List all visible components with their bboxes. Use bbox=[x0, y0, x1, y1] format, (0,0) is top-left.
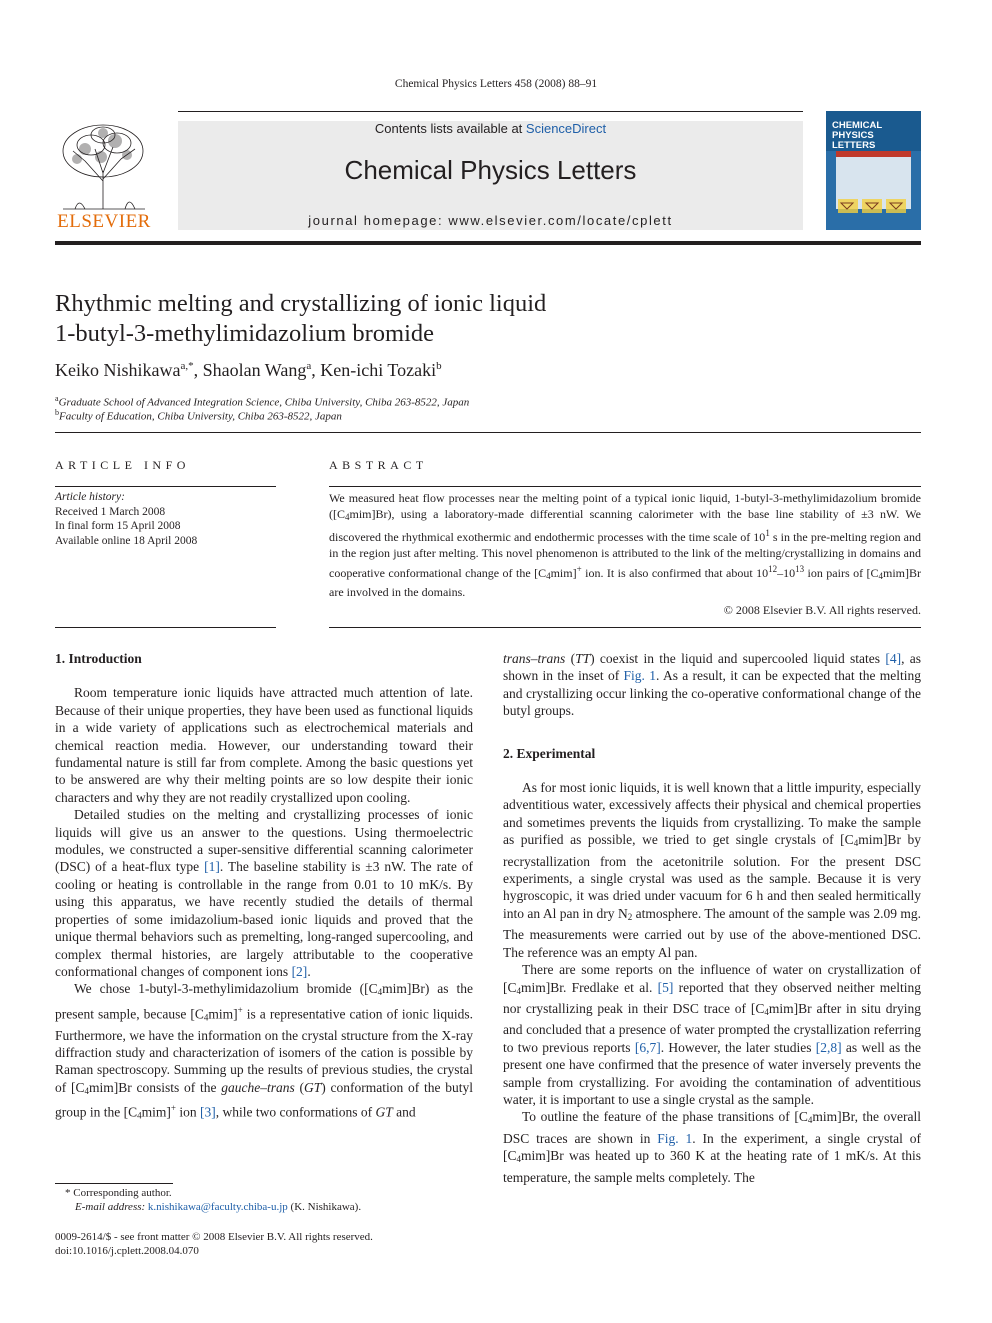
header-top-rule bbox=[178, 111, 803, 112]
paragraph: As for most ionic liquids, it is well known that a little impurity, especially adventitious water, excessively affects their physical and chemical properties and sometimes prevents the liquids from crystallizing. To make the sample as purified as possible, we tried to get single crystals of $[C_4mim]Br$ by recrystallization from the acetonitrile solution. For the present DSC experiments, a single crystal was used as the sample. Because it is very hygroscopic, it was dried under vacuum for 6 h and then sealed hermitically into an Al pan in dry $N_2$ atmosphere. The amount of the sample was 2.09 mg. The measurements were carried out by use of the above-mentioned DSC. The reference was an empty Al pan. bbox=[503, 780, 921, 960]
affiliation-text: Faculty of Education, Chiba University, Chiba 263-8522, Japan bbox=[59, 410, 342, 423]
section-heading-experimental: 2. Experimental bbox=[503, 745, 596, 761]
email-line bbox=[55, 1200, 473, 1214]
article-info-bottom-rule bbox=[55, 627, 276, 628]
article-title-line-2: 1-butyl-3-methylimidazolium bromide bbox=[55, 320, 434, 347]
paragraph: Room temperature ionic liquids have attracted much attention of late. Because of their unique properties, they have been used as functional liquids in a wide variety of applications such as electrochemical materials and chemical reaction media. However, our understanding toward their fundamental nature is still far from complete. Among the basic questions yet to be answered are why their melting points are so low despite their ionic characters and why they are not readily crystallized upon cooling. bbox=[55, 685, 473, 805]
abstract-text: We measured heat flow processes near the melting point of a typical ionic liquid, 1-butyl-3-methylimidazolium bromide $([C_4mim]Br)$, using a laboratory-made differential scanning calorimeter with the base line stability of ±3 nW. We discovered the rhythmical exothermic and endothermic processes with the time scale of $10^1$ s in the pre-melting region and in the region just after melting. This novel phenomenon is attributed to the link of the melting/crystallizing in domains and cooperative conformational change of the $[C_4mim]^+$ ion. It is also confirmed that about $10^{12}-10^{13}$ ion pairs of $[C_4mim]Br$ are involved in the domains. bbox=[329, 491, 922, 599]
article-info-heading: ARTICLE INFO bbox=[55, 458, 190, 472]
section-heading-introduction: 1. Introduction bbox=[55, 651, 142, 666]
figure-link[interactable]: Fig. 1 bbox=[623, 668, 656, 684]
affiliation-text: Graduate School of Advanced Integration Science, Chiba University, Chiba 263-8522, Japan bbox=[58, 396, 470, 409]
email-owner: (K. Nishikawa). bbox=[290, 1201, 362, 1213]
paragraph: Detailed studies on the melting and crystallizing processes of ionic liquids will give us an answer to the questions. Using thermoelectric modules, we constructed a super-sensitive differential scanning calorimeter (DSC) of a heat-flux type [1]. The baseline stability is ±3 nW. The rate of cooling or heating is controllable in the range from 0.01 to 10 mK/s. By using this apparatus, we have recently studied the details of thermal properties of some imidazolium-based ionic liquids and proved that the unique thermal behaviors such as premelting, long-ranged supercooling, and complex thermal histories, are largely attributable to the cooperative conformational changes of component ions [2]. bbox=[55, 807, 473, 979]
cover-title: CHEMICAL PHYSICS LETTERS bbox=[832, 120, 882, 151]
journal-title: Chemical Physics Letters bbox=[344, 155, 637, 185]
abstract-heading: ABSTRACT bbox=[329, 458, 428, 472]
citation-link[interactable]: [4] bbox=[885, 651, 902, 666]
journal-cover-image bbox=[826, 111, 921, 230]
article-history bbox=[55, 490, 276, 548]
footnote bbox=[55, 1186, 473, 1214]
footnote-rule bbox=[55, 1183, 173, 1184]
journal-reference: Chemical Physics Letters 458 (2008) 88–91 bbox=[394, 78, 598, 90]
paragraph: There are some reports on the influence of water on crystallization of $[C_4mim]Br$. Fredlake et al. [5] reported that they observed neither melting nor crystallizing peak in their DSC trace of $[C_4mim]Br$ after in situ drying and concluded that a presence of water prompted the crystallization referring to two previous reports [6,7]. However, the later studies [2,8] as well as the present one have confirmed that the presence of water inversely prevents the sample from crystallizing. For avoiding the contamination of adventitious water, it is important to use a single crystal as the sample. bbox=[503, 962, 922, 1107]
doi-line[interactable]: doi:10.1016/j.cplett.2008.04.070 bbox=[55, 1245, 199, 1257]
affiliation-a bbox=[55, 394, 755, 409]
front-matter bbox=[55, 1230, 473, 1258]
author-name[interactable]: Shaolan Wang bbox=[202, 360, 307, 380]
article-info-rule bbox=[55, 486, 276, 487]
paragraph: To outline the feature of the phase transitions of $[C_4mim]Br$, the overall DSC traces are shown in Fig. 1. In the experiment, a single crystal of $[C_4mim]Br$ was heated up to 360 K at the heating rate of 1 mK/s. At this temperature, the sample melts completely. The bbox=[503, 1109, 921, 1185]
email-label: E-mail address: bbox=[75, 1201, 146, 1213]
article-title bbox=[55, 289, 755, 349]
elsevier-wordmark: ELSEVIER bbox=[57, 211, 151, 232]
author-affiliation-marker: a bbox=[306, 360, 312, 372]
affiliation-b bbox=[55, 408, 755, 423]
received-date: Received 1 March 2008 bbox=[55, 505, 166, 518]
abstract-copyright: © 2008 Elsevier B.V. All rights reserved. bbox=[723, 603, 921, 617]
citation-link[interactable]: [2,8] bbox=[815, 1039, 842, 1055]
author-affiliation-marker: a,* bbox=[180, 360, 194, 372]
author-name[interactable]: Keiko Nishikawa bbox=[55, 360, 181, 380]
corresponding-author-note: * Corresponding author. bbox=[65, 1187, 172, 1199]
header-thick-rule bbox=[55, 241, 921, 245]
author-affiliation-marker: b bbox=[436, 360, 442, 372]
citation-link[interactable]: [2] bbox=[291, 963, 308, 979]
contents-prefix: Contents lists available at bbox=[374, 121, 526, 136]
sciencedirect-link[interactable]: ScienceDirect bbox=[525, 121, 607, 136]
paragraph: trans–trans (TT) coexist in the liquid and supercooled liquid states [4], as shown in the inset of Fig. 1. As a result, it can be expected that the melting and crystallizing occur linking the co-operative conformational change of the butyl groups. bbox=[503, 651, 922, 719]
body-column-left bbox=[55, 650, 473, 1125]
issn-line: 0009-2614/$ - see front matter © 2008 Elsevier B.V. All rights reserved. bbox=[55, 1231, 373, 1243]
citation-link[interactable]: [3] bbox=[199, 1104, 216, 1120]
final-form-date: In final form 15 April 2008 bbox=[55, 520, 181, 532]
contents-line bbox=[178, 121, 803, 136]
author-name[interactable]: Ken-ichi Tozaki bbox=[320, 360, 437, 380]
abstract-rule bbox=[329, 486, 921, 487]
article-title-line-1: Rhythmic melting and crystallizing of ionic liquid bbox=[55, 290, 547, 317]
paragraph: We chose 1-butyl-3-methylimidazolium bromide $([C_4mim]Br)$ as the present sample, because $[C_4mim]^+$ is a representative cation of ionic liquids. Furthermore, we have the information on the crystal structure from the X-ray diffraction study and characterization of isomers of the cation is possible by Raman spectroscopy. Summing up the results of previous studies, the crystal of $[C_4mim]Br$ consists of the gauche–trans (GT) conformation of the butyl group in the $[C_4mim]^+$ ion [3], while two conformations of GT and bbox=[55, 981, 473, 1121]
affiliation-marker: b bbox=[55, 408, 59, 417]
author-list: Keiko Nishikawa$^{a,*}$, Shaolan Wang$^a$, Ken-ichi Tozaki$^b$ bbox=[55, 360, 442, 380]
history-label: Article history: bbox=[55, 491, 125, 503]
affiliation-marker: a bbox=[55, 394, 59, 403]
online-date: Available online 18 April 2008 bbox=[55, 534, 198, 547]
figure-link[interactable]: Fig. 1 bbox=[657, 1130, 693, 1146]
citation-link[interactable]: [5] bbox=[657, 979, 674, 995]
email-link[interactable]: k.nishikawa@faculty.chiba-u.jp bbox=[147, 1201, 288, 1213]
abstract-bottom-rule bbox=[329, 627, 921, 628]
journal-homepage-link[interactable]: journal homepage: www.elsevier.com/locate/cplett bbox=[308, 213, 673, 228]
body-column-right bbox=[503, 650, 921, 1186]
affiliation-rule bbox=[55, 432, 921, 433]
citation-link[interactable]: [6,7] bbox=[634, 1039, 661, 1055]
citation-link[interactable]: [1] bbox=[204, 859, 220, 875]
